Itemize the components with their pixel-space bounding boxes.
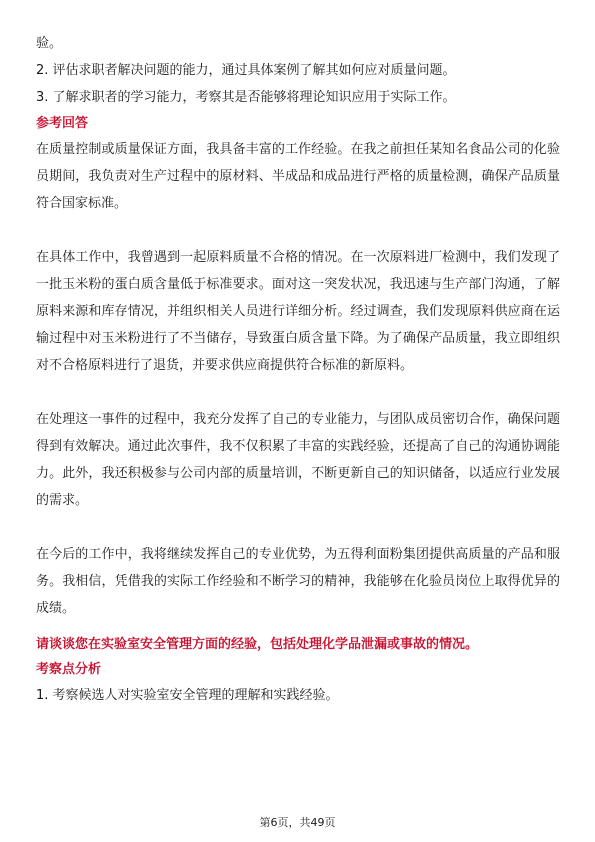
text-line: 3. 了解求职者的学习能力，考察其是否能够将理论知识应用于实际工作。	[36, 90, 456, 105]
answer-heading: 参考回答	[36, 116, 89, 131]
paragraph-gap	[36, 379, 560, 406]
answer-paragraph-1: 在质量控制或质量保证方面，我具备丰富的工作经验。在我之前担任某知名食品公司的化验员期间，我负责对生产过程中的原材料、半成品和成品进行严格的质量检测，确保产品质量符合国家标准。	[36, 142, 560, 211]
page-footer: 第6页，共49页	[259, 816, 336, 829]
text-line: 验。	[36, 36, 63, 51]
paragraph-gap	[36, 217, 560, 244]
text-line: 2. 评估求职者解决问题的能力，通过具体案例了解其如何应对质量问题。	[36, 63, 456, 78]
paragraph-gap	[36, 514, 560, 541]
section-gap	[36, 622, 560, 632]
page-content	[36, 30, 560, 709]
analysis-heading: 考察点分析	[36, 662, 102, 677]
answer-paragraph-2: 在具体工作中，我曾遇到一起原料质量不合格的情况。在一次原料进厂检测中，我们发现了一批玉米粉的蛋白质含量低于标准要求。面对这一突发状况，我迅速与生产部门沟通，了解原料来源和库存情况，并组织相关人员进行详细分析。经过调查，我们发现原料供应商在运输过程中对玉米粉进行了不当储存，导致蛋白质含量下降。为了确保产品质量，我立即组织对不合格原料进行了退货，并要求供应商提供符合标准的新原料。	[36, 250, 560, 373]
answer-paragraph-3: 在处理这一事件的过程中，我充分发挥了自己的专业能力，与团队成员密切合作，确保问题得到有效解决。通过此次事件，我不仅积累了丰富的实践经验，还提高了自己的沟通协调能力。此外，我还积极参与公司内部的质量培训，不断更新自己的知识储备，以适应行业发展的需求。	[36, 412, 560, 508]
interview-question: 请谈谈您在实验室安全管理方面的经验，包括处理化学品泄漏或事故的情况。	[36, 637, 479, 652]
answer-paragraph-4: 在今后的工作中，我将继续发挥自己的专业优势，为五得利面粉集团提供高质量的产品和服务。我相信，凭借我的实际工作经验和不断学习的精神，我能够在化验员岗位上取得优异的成绩。	[36, 547, 560, 616]
analysis-item: 1. 考察候选人对实验室安全管理的理解和实践经验。	[36, 688, 339, 703]
